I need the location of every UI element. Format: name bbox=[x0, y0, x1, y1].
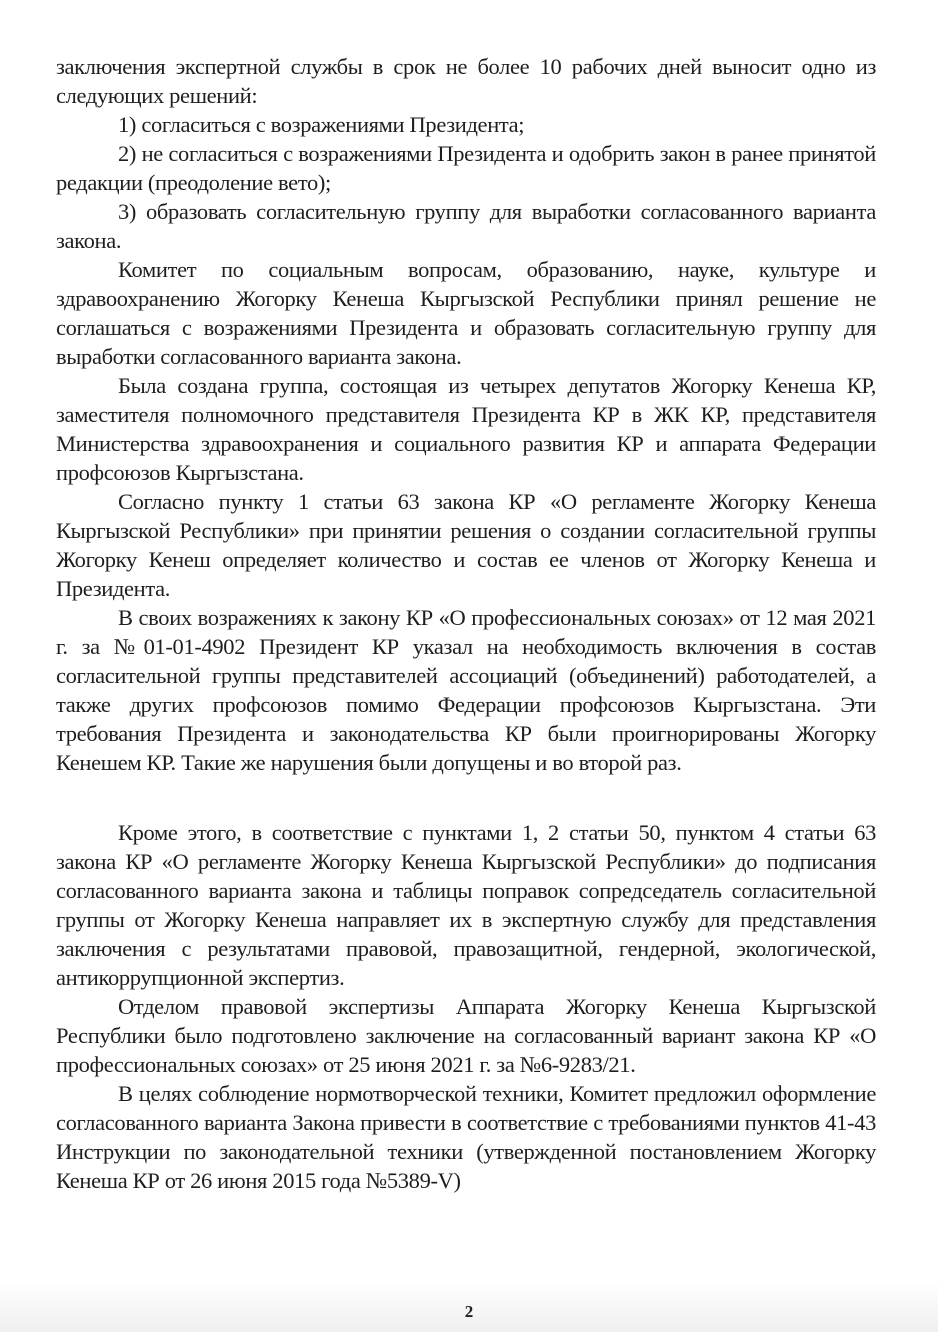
paragraph-expert-service: Кроме этого, в соответствие с пунктами 1, 2 статьи 50, пунктом 4 статьи 63 закона КР «О регламенте Жогорку Кенеша Кыргызской Республики» до подписания согласованного варианта закона и таблицы поправок сопредседатель согласительной группы от Жогорку Кенеша направляет их в экспертную службу для представления заключения с результатами правовой, правозащитной, гендерной, экологической, антикоррупционной экспертиз. bbox=[56, 820, 876, 990]
paragraph-president-objections: В своих возражениях к закону КР «О профессиональных союзах» от 12 мая 2021 г. за №01-01-4902 Президент КР указал на необходимость включения в состав согласительной группы представителей ассоциаций (объединений) работодателей, а также других профсоюзов помимо Федерации профсоюзов Кыргызстана. Эти требования Президента и законодательства КР были проигнорированы Жогорку Кенешем КР. Такие же нарушения были допущены и во второй раз. bbox=[56, 605, 876, 775]
paragraph-legislative-technique: В целях соблюдение нормотворческой техники, Комитет предложил оформление согласованного варианта Закона привести в соответствие с требованиями пунктов 41-43 Инструкции по законодательной техники (утвержденной постановлением Жогорку Кенеша КР от 26 июня 2015 года №5389-V) bbox=[56, 1081, 876, 1193]
paragraph-committee-decision: Комитет по социальным вопросам, образованию, науке, культуре и здравоохранению Жогорку Кенеша Кыргызской Республики принял решение не соглашаться с возражениями Президента и образовать согласительную группу для выработки согласованного варианта закона. bbox=[56, 257, 876, 369]
paragraph-legal-expertise: Отделом правовой экспертизы Аппарата Жогорку Кенеша Кыргызской Республики было подготовлено заключение на согласованный вариант закона КР «О профессиональных союзах» от 25 июня 2021 г. за №6-9283/21. bbox=[56, 994, 876, 1077]
page-number: 2 bbox=[464, 1302, 474, 1321]
document-body bbox=[56, 52, 876, 1195]
list-item-option-1: 1) согласиться с возражениями Президента; bbox=[118, 112, 525, 137]
list-item-option-3: 3) образовать согласительную группу для выработки согласованного варианта закона. bbox=[56, 199, 876, 253]
paragraph-decision-intro: заключения экспертной службы в срок не более 10 рабочих дней выносит одно из следующих решений: bbox=[56, 54, 876, 108]
paragraph-group-composition: Была создана группа, состоящая из четырех депутатов Жогорку Кенеша КР, заместителя полномочного представителя Президента КР в ЖК КР, представителя Министерства здравоохранения и социального развития КР и аппарата Федерации профсоюзов Кыргызстана. bbox=[56, 373, 876, 485]
paragraph-regulation-article-63: Согласно пункту 1 статьи 63 закона КР «О регламенте Жогорку Кенеша Кыргызской Республики» при принятии решения о создании согласительной группы Жогорку Кенеш определяет количество и состав ее членов от Жогорку Кенеша и Президента. bbox=[56, 489, 876, 601]
list-item-option-2: 2) не согласиться с возражениями Президента и одобрить закон в ранее принятой редакции (преодоление вето); bbox=[56, 141, 876, 195]
